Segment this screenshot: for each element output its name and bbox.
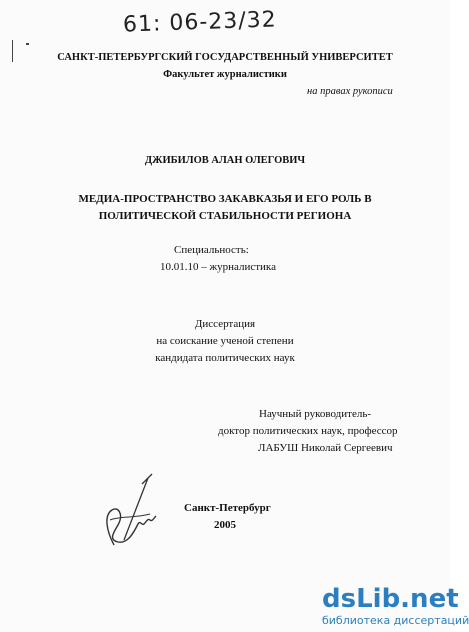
supervisor-title: доктор политических наук, профессор — [218, 425, 398, 437]
dissertation-title-line1: МЕДИА-ПРОСТРАНСТВО ЗАКАВКАЗЬЯ И ЕГО РОЛЬ В — [78, 193, 372, 205]
signature-icon — [84, 470, 174, 560]
university-name: САНКТ-ПЕТЕРБУРГСКИЙ ГОСУДАРСТВЕННЫЙ УНИВЕРСИТЕТ — [57, 52, 393, 63]
dissertation-title-line2: ПОЛИТИЧЕСКОЙ СТАБИЛЬНОСТИ РЕГИОНА — [98, 210, 352, 222]
specialty-label: Специальность: — [174, 244, 249, 256]
faculty-name: Факультет журналистики — [163, 69, 287, 80]
watermark-subtitle: библиотека диссертаций — [322, 614, 469, 627]
handwritten-code: 61: 06-23/32 — [122, 7, 278, 38]
dissertation-label: Диссертация — [194, 318, 256, 330]
rights-note: на правах рукописи — [307, 86, 393, 97]
scan-mark — [26, 43, 29, 45]
watermark-logo: dsLib.net — [322, 584, 459, 614]
degree-line1: на соискание ученой степени — [156, 335, 294, 347]
year: 2005 — [214, 519, 236, 531]
author-name: ДЖИБИЛОВ АЛАН ОЛЕГОВИЧ — [144, 155, 306, 166]
city: Санкт-Петербург — [184, 502, 271, 514]
specialty-value: 10.01.10 – журналистика — [160, 261, 276, 273]
degree-line2: кандидата политических наук — [155, 352, 295, 364]
supervisor-name: ЛАБУШ Николай Сергеевич — [258, 442, 393, 454]
supervisor-label: Научный руководитель- — [259, 408, 371, 420]
